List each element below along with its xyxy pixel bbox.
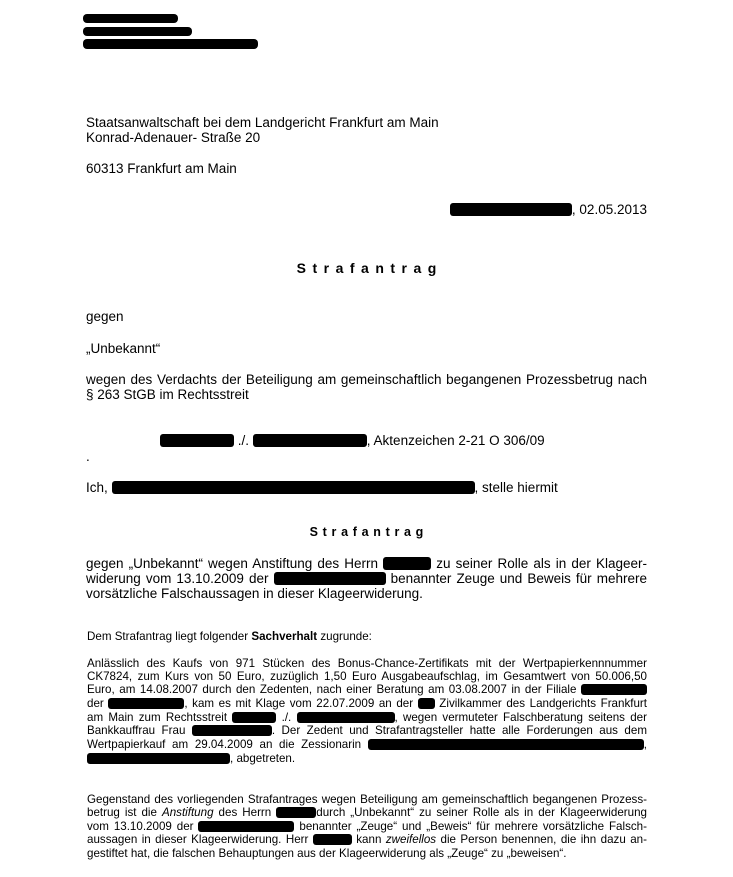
redaction-bar — [87, 753, 230, 764]
text-segment: , abgetreten. — [230, 752, 296, 765]
text-segment: Wertpapierkauf am 29.04.2009 an die Zessionarin — [87, 738, 362, 751]
text-segment: ./. — [281, 711, 292, 724]
text-segment: , kam es mit Klage vom 22.07.2009 an der — [184, 697, 414, 710]
facts-line-7 — [87, 738, 647, 751]
facts-intro — [87, 630, 372, 643]
text-segment: am Main zum Rechtsstreit — [87, 711, 228, 724]
defendant-redaction — [253, 434, 367, 447]
applicant-prefix: Ich, — [86, 480, 108, 495]
sender-name-redaction — [83, 14, 178, 23]
accused: „Unbekannt“ — [86, 341, 161, 356]
date: , 02.05.2013 — [571, 202, 647, 217]
against-label: gegen — [86, 309, 124, 324]
redaction-bar — [274, 572, 386, 585]
redaction-bar — [232, 712, 276, 723]
text-segment: durch „Unbekannt“ zu seiner Rolle als in der Klageerwiderung — [316, 806, 647, 819]
facts-line-5 — [87, 711, 647, 724]
text-segment: . Der Zedent und Strafantragsteller hatte alle Forderungen aus dem — [271, 724, 647, 737]
place-redaction — [450, 203, 572, 216]
applicant-suffix: , stelle hiermit — [474, 480, 558, 495]
text-segment: aussagen in dieser Klageerwiderung. Herr — [87, 833, 309, 846]
text-segment: die Person benennen, die ihn dazu an- — [440, 833, 647, 846]
emphasis-text: zweifellos — [385, 833, 437, 846]
redaction-bar — [313, 834, 352, 845]
text-segment: widerung vom 13.10.2009 der — [86, 571, 269, 586]
facts-line-6 — [87, 724, 647, 737]
stray-dot: . — [86, 449, 90, 464]
subject-line-4 — [87, 833, 647, 846]
application-line-1 — [86, 556, 647, 571]
facts-line-4 — [87, 697, 647, 710]
redaction-bar — [108, 698, 184, 709]
text-segment: betrug ist die — [87, 806, 157, 819]
redaction-bar — [418, 698, 435, 709]
text-segment: benannter Zeuge und Beweis für mehrere — [390, 571, 647, 586]
text-segment: benannter „Zeuge“ und „Beweis“ für mehrere vorsätzliche Falsch- — [299, 820, 647, 833]
place-date-line — [450, 202, 647, 217]
text-segment: zugrunde: — [320, 630, 372, 643]
text-segment: zu seiner Rolle als in der Klageer- — [436, 556, 647, 571]
case-separator: ./. — [237, 433, 250, 448]
redaction-bar — [276, 807, 316, 818]
subject-line-3 — [87, 820, 647, 833]
suspicion-line-1: wegen des Verdachts der Beteiligung am gemeinschaftlich begangenen Prozessbetrug nach — [86, 372, 647, 387]
redaction-bar — [192, 725, 272, 736]
plaintiff-redaction — [160, 434, 234, 447]
document-title: Strafantrag — [296, 260, 443, 276]
application-line-2 — [86, 571, 647, 586]
redaction-bar — [581, 684, 647, 695]
text-segment: Zivilkammer des Landgerichts Frankfurt — [439, 697, 647, 710]
facts-line-2: CK7824, zum Kurs von 50 Euro, zuzüglich 1,50 Euro Ausgabeaufschlag, im Gesamtwert von 50.006,50 — [87, 670, 647, 683]
facts-line-1: Anlässlich des Kaufs von 971 Stücken des Bonus-Chance-Zertifikats mit der Wertpapierkennnummer — [87, 657, 647, 670]
facts-keyword: Sachverhalt — [251, 630, 318, 643]
section-title: Strafantrag — [309, 525, 429, 539]
applicant-line — [86, 480, 558, 495]
case-line — [160, 433, 545, 448]
text-segment: Dem Strafantrag liegt folgender — [87, 630, 249, 643]
text-segment: Euro, am 14.08.2007 durch den Zedenten, nach einer Beratung am 03.08.2007 in der Filiale — [87, 683, 577, 696]
text-segment: vom 13.10.2009 der — [87, 820, 194, 833]
sender-street-redaction — [83, 27, 192, 36]
text-segment: gegen „Unbekannt“ wegen Anstiftung des Herrn — [86, 556, 378, 571]
suspicion-line-2: § 263 StGB im Rechtsstreit — [86, 387, 249, 402]
emphasis-text: Anstiftung — [161, 806, 214, 819]
sender-city-redaction — [83, 39, 258, 49]
redaction-bar — [383, 557, 431, 570]
subject-line-1: Gegenstand des vorliegenden Strafantrages wegen Beteiligung am gemeinschaftlich begangenen Prozess- — [87, 793, 647, 806]
applicant-redaction — [112, 481, 475, 494]
text-segment: des Herrn — [218, 806, 272, 819]
text-segment: der — [87, 697, 104, 710]
text-segment: Bankkauffrau Frau — [87, 724, 186, 737]
recipient-authority: Staatsanwaltschaft bei dem Landgericht Frankfurt am Main — [86, 115, 439, 130]
recipient-city: 60313 Frankfurt am Main — [86, 161, 237, 176]
application-line-3: vorsätzliche Falschaussagen in dieser Klageerwiderung. — [86, 586, 423, 601]
text-segment: , — [643, 738, 647, 751]
text-segment: , wegen vermuteter Falschberatung seitens der — [394, 711, 647, 724]
text-segment: kann — [356, 833, 382, 846]
facts-line-3 — [87, 683, 647, 696]
subject-line-2 — [87, 806, 647, 819]
recipient-street: Konrad-Adenauer- Straße 20 — [86, 130, 261, 145]
case-reference: , Aktenzeichen 2-21 O 306/09 — [366, 433, 545, 448]
redaction-bar — [198, 821, 294, 832]
redaction-bar — [297, 712, 395, 723]
subject-line-5: gestiftet hat, die falschen Behauptungen aus der Klageerwiderung als „Zeuge“ zu „beweisen“. — [87, 847, 567, 860]
redaction-bar — [368, 739, 644, 750]
facts-line-8 — [87, 752, 295, 765]
